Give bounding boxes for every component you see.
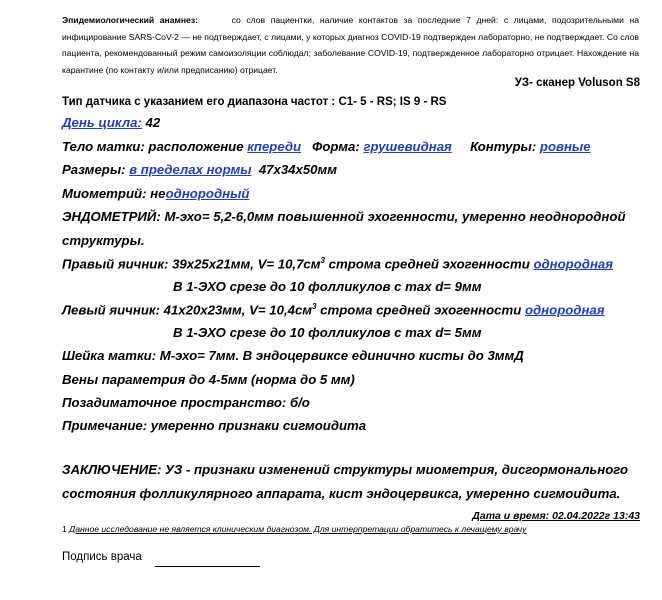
right-ovary-line [62,256,613,271]
myometrium-link[interactable]: однородный [165,186,250,201]
conclusion: ЗАКЛЮЧЕНИЕ: УЗ - признаки изменений структуры миометрия, дисгормонального состояния фолликулярного аппарата, кист эндоцервикса, умеренно сигмоидита. [62,462,629,501]
exam-datetime: Дата и время: 02.04.2022г 13:43 [472,510,640,522]
signature-line [155,566,260,567]
parametrium-line: Вены параметрия до 4-5мм (норма до 5 мм) [62,372,355,387]
uterus-contour-label: Контуры: [451,139,540,154]
size-line [62,162,337,177]
signature-label: Подпись врача [62,551,142,563]
left-ovary-text: Левый яичник: 41х20х23мм, V= 10,4см [62,302,313,318]
uterus-position-link[interactable]: кпереди [247,139,302,154]
epidemiology-text: со слов пациентки, наличие контактов за последние 7 дней: с лицами, подозрительными на инфицирование SARS-CoV-2 — не подтверждает, с лицами, у которых диагноз COVID-19 подтвержден лабораторно, не подтверждает. Со слов пациента, рекомендованный режим самоизоляции соблюдал; заболевание COVID-19, подтвержденное лабораторно отрицает. Нахождение на карантине (по контакту и/или предписанию) отрицает. [62,15,640,75]
footnote [62,524,526,534]
right-ovary-text: Правый яичник: 39х25х21мм, V= 10,7см [62,256,321,272]
uterus-shape-label: Форма: [301,139,364,154]
cycle-day-line [62,115,160,130]
right-ovary-link[interactable]: однородная [533,256,614,272]
cycle-day-value: 42 [141,115,161,130]
endometrium-line-2: структуры. [62,233,145,248]
right-ovary-text2: строма средней эхогенности [324,256,534,272]
epidemiology-paragraph [62,12,639,78]
right-ovary-follicles: В 1-ЭХО срезе до 10 фолликулов с max d= 9мм [173,279,482,294]
right-ovary-sup: 3 [320,256,325,265]
uterus-line [62,139,591,154]
left-ovary-sup: 3 [312,302,317,311]
cycle-day-link[interactable]: День цикла: [62,115,142,130]
size-norm-link[interactable]: в пределах нормы [129,162,252,177]
sensor-type: Тип датчика с указанием его диапазона частот : C1- 5 - RS; IS 9 - RS [62,96,447,108]
scanner-model: УЗ- сканер Voluson S8 [514,77,640,89]
note-line: Примечание: умеренно признаки сигмоидита [62,418,367,433]
myometrium-line [62,186,249,201]
left-ovary-link[interactable]: однородная [524,302,605,318]
size-label: Размеры: [62,162,130,177]
endometrium-line-1: ЭНДОМЕТРИЙ: М-эхо= 5,2-6,0мм повышенной эхогенности, умеренно неоднородной [62,209,626,224]
left-ovary-follicles: В 1-ЭХО срезе до 10 фолликулов с max d= 5мм [173,325,482,340]
myometrium-label: Миометрий: не [62,186,166,201]
size-value: 47х34х50мм [251,162,338,177]
uterus-shape-link[interactable]: грушевидная [363,139,452,154]
retro-line: Позадиматочное пространство: б/о [62,395,310,410]
left-ovary-line [62,302,605,317]
footnote-mark: 1 [62,524,70,534]
uterus-contour-link[interactable]: ровные [539,139,591,154]
footnote-text: Данное исследование не является клиническим диагнозом. Для интерпретации обратитесь к лечащему врачу [69,524,527,534]
left-ovary-text2: строма средней эхогенности [316,302,525,318]
uterus-prefix: Тело матки: расположение [62,139,248,154]
epidemiology-title: Эпидемиологический анамнез: [62,15,198,25]
cervix-line: Шейка матки: М-эхо= 7мм. В эндоцервиксе единично кисты до 3ммД [62,348,524,363]
